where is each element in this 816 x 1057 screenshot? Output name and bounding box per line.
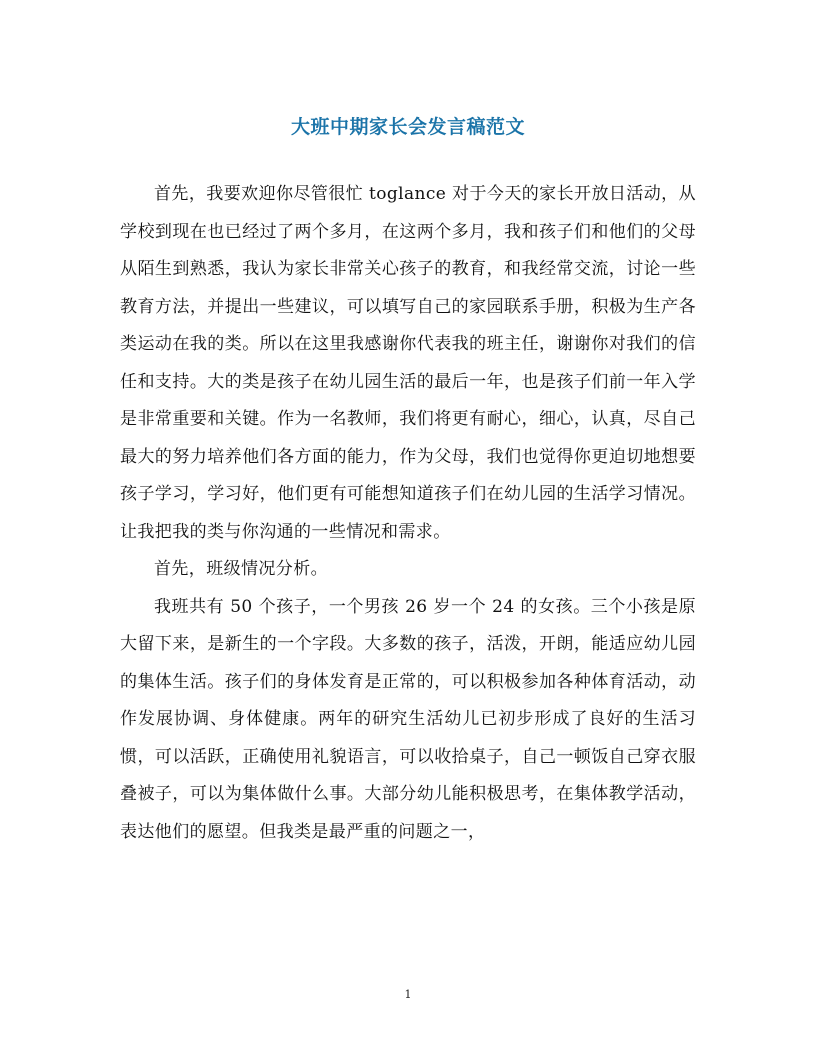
document-body (120, 176, 696, 851)
document-title: 大班中期家长会发言稿范文 (290, 116, 525, 138)
paragraph-section-heading: 首先，班级情况分析。 (154, 559, 328, 579)
paragraph-intro: 首先，我要欢迎你尽管很忙 toglance 对于今天的家长开放日活动，从学校到现在也已经过了两个多月，在这两个多月，我和孩子们和他们的父母从陌生到熟悉，我认为家长非常关心孩子的教育，和我经常交流，讨论一些教育方法，并提出一些建议，可以填写自己的家园联系手册，积极为生产各类运动在我的类。所以在这里我感谢你代表我的班主任，谢谢你对我们的信任和支持。大的类是孩子在幼儿园生活的最后一年，也是孩子们前一年入学是非常重要和关键。作为一名教师，我们将更有耐心，细心，认真，尽自己最大的努力培养他们各方面的能力，作为父母，我们也觉得你更迫切地想要孩子学习，学习好，他们更有可能想知道孩子们在幼儿园的生活学习情况。让我把我的类与你沟通的一些情况和需求。 (120, 184, 696, 542)
page-number: 1 (404, 988, 412, 1001)
paragraph-class-analysis: 我班共有 50 个孩子，一个男孩 26 岁一个 24 的女孩。三个小孩是原大留下来，是新生的一个字段。大多数的孩子，活泼，开朗，能适应幼儿园的集体生活。孩子们的身体发育是正常的，可以积极参加各种体育活动，动作发展协调、身体健康。两年的研究生活幼儿已初步形成了良好的生活习惯，可以活跃，正确使用礼貌语言，可以收拾桌子，自己一顿饭自己穿衣服叠被子，可以为集体做什么事。大部分幼儿能积极思考，在集体教学活动，表达他们的愿望。但我类是最严重的问题之一， (120, 596, 696, 842)
